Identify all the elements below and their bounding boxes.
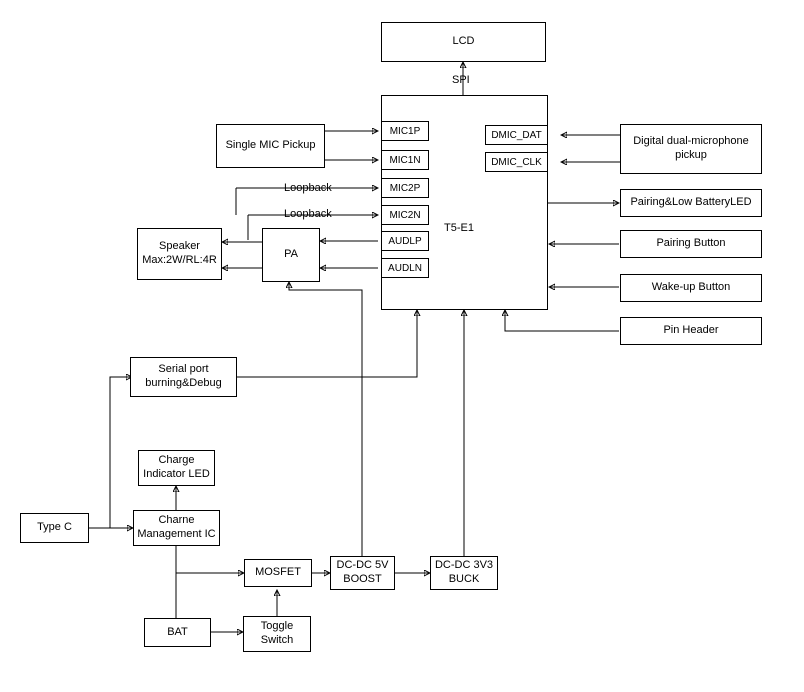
charge-led-line-2: Indicator LED — [143, 468, 210, 480]
block-toggle-switch — [243, 616, 311, 652]
block-pairing-low-battery-led: Pairing&Low BatteryLED — [620, 189, 762, 217]
wire-label-spi: SPI — [452, 74, 470, 86]
block-charge-management-ic — [133, 510, 220, 546]
serial-line-2: burning&Debug — [145, 377, 222, 389]
block-pa: PA — [262, 228, 320, 282]
block-lcd: LCD — [381, 22, 546, 62]
buck-line-2: BUCK — [448, 573, 480, 585]
wire-label-loopback-1: Loopback — [284, 182, 332, 194]
pin-dmic-dat: DMIC_DAT — [485, 125, 548, 145]
block-single-mic-pickup: Single MIC Pickup — [216, 124, 325, 168]
pin-audlp: AUDLP — [381, 231, 429, 251]
block-digital-dual-mic-pickup — [620, 124, 762, 174]
charge-ic-line-2: Management IC — [137, 528, 216, 540]
block-pin-header: Pin Header — [620, 317, 762, 345]
block-type-c: Type C — [20, 513, 89, 543]
block-speaker — [137, 228, 222, 280]
digital-mic-line-2: pickup — [675, 149, 707, 161]
block-pairing-button: Pairing Button — [620, 230, 762, 258]
toggle-line-2: Switch — [260, 634, 294, 646]
serial-line-1: Serial port — [158, 363, 209, 376]
charge-led-line-1: Charge — [158, 454, 195, 467]
charge-ic-line-1: Charne — [158, 514, 195, 527]
pin-dmic-clk: DMIC_CLK — [485, 152, 548, 172]
pin-mic1n: MIC1N — [381, 150, 429, 170]
digital-mic-line-1: Digital dual-microphone — [633, 135, 749, 148]
pin-audln: AUDLN — [381, 258, 429, 278]
wire-label-loopback-2: Loopback — [284, 208, 332, 220]
buck-line-1: DC-DC 3V3 — [434, 559, 494, 572]
pin-mic1p: MIC1P — [381, 121, 429, 141]
speaker-line-2: Max:2W/RL:4R — [142, 254, 217, 266]
toggle-line-1: Toggle — [260, 620, 294, 633]
boost-line-1: DC-DC 5V — [336, 559, 389, 572]
block-charge-indicator-led — [138, 450, 215, 486]
pin-mic2p: MIC2P — [381, 178, 429, 198]
chip-label: T5-E1 — [444, 222, 474, 234]
block-mosfet: MOSFET — [244, 559, 312, 587]
block-bat: BAT — [144, 618, 211, 647]
block-wakeup-button: Wake-up Button — [620, 274, 762, 302]
block-dcdc-5v-boost — [330, 556, 395, 590]
block-serial-port-burning-debug — [130, 357, 237, 397]
speaker-line-1: Speaker — [159, 240, 200, 253]
block-dcdc-3v3-buck — [430, 556, 498, 590]
boost-line-2: BOOST — [343, 573, 382, 585]
pin-mic2n: MIC2N — [381, 205, 429, 225]
